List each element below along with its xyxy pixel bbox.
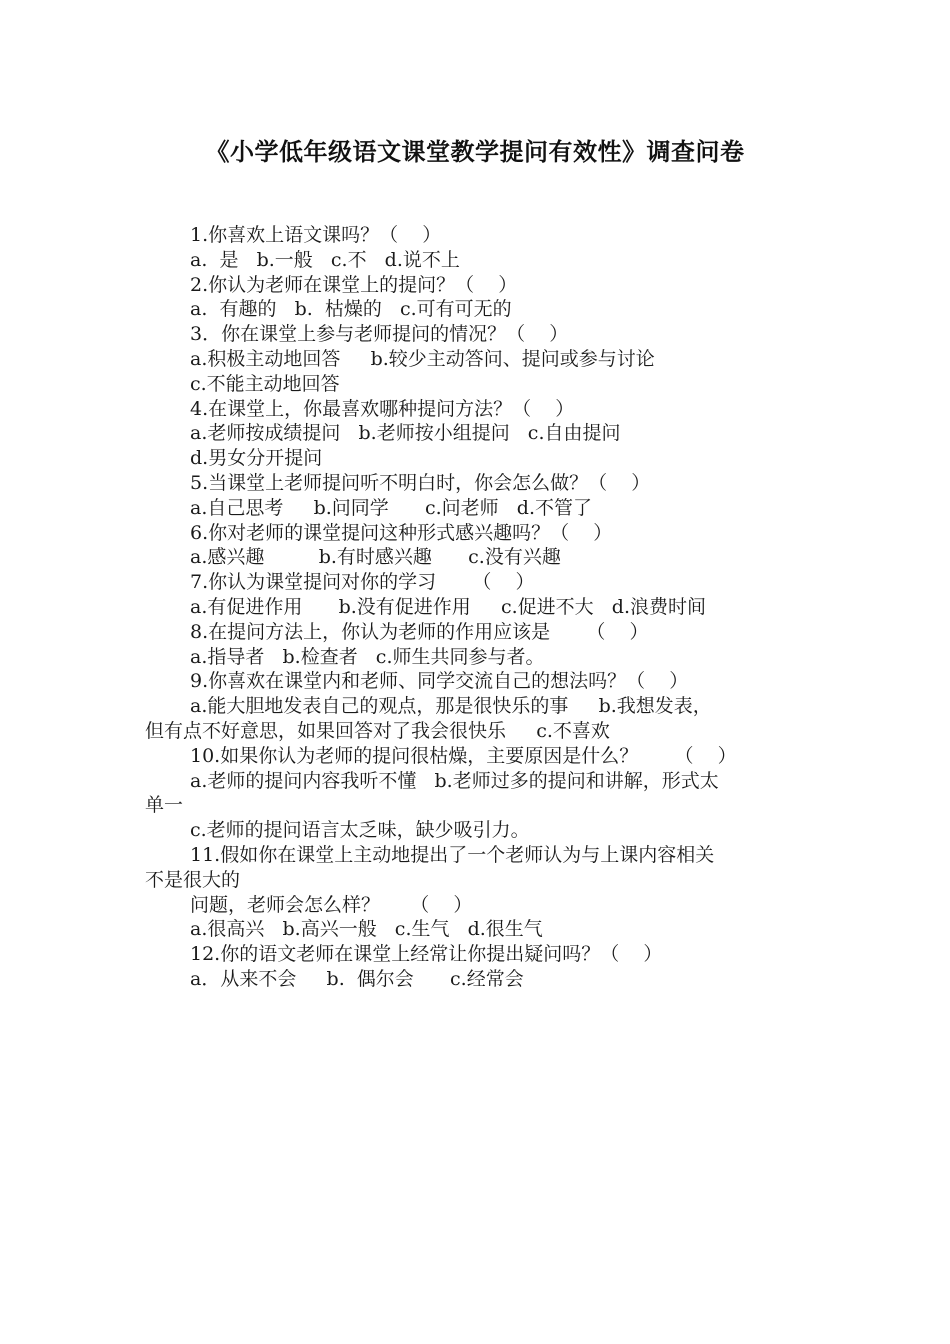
questionnaire-line: 3．你在课堂上参与老师提问的情况？（ ） xyxy=(190,323,569,346)
questionnaire-line: 但有点不好意思，如果回答对了我会很快乐 c.不喜欢 xyxy=(145,719,610,742)
questionnaire-line: 9.你喜欢在课堂内和老师、同学交流自己的想法吗？（ ） xyxy=(190,670,689,693)
questionnaire-line: c.老师的提问语言太乏味，缺少吸引力。 xyxy=(190,819,530,842)
questionnaire-line: 8.在提问方法上，你认为老师的作用应该是 （ ） xyxy=(190,620,649,643)
questionnaire-line: a.指导者 b.检查者 c.师生共同参与者。 xyxy=(190,645,545,668)
document-title: 《小学低年级语文课堂教学提问有效性》调查问卷 xyxy=(205,137,745,166)
questionnaire-line: 12.你的语文老师在课堂上经常让你提出疑问吗？（ ） xyxy=(190,943,663,966)
questionnaire-line: a. 是 b.一般 c.不 d.说不上 xyxy=(190,248,460,271)
questionnaire-line: 问题，老师会怎么样？ （ ） xyxy=(190,893,473,916)
questionnaire-line: a.老师的提问内容我听不懂 b.老师过多的提问和讲解，形式太 xyxy=(190,769,719,792)
questionnaire-line: c.不能主动地回答 xyxy=(190,372,340,395)
questionnaire-line: a.很高兴 b.高兴一般 c.生气 d.很生气 xyxy=(190,918,543,941)
questionnaire-line: a.有促进作用 b.没有促进作用 c.促进不大 d.浪费时间 xyxy=(190,595,707,618)
questionnaire-line: 6.你对老师的课堂提问这种形式感兴趣吗？（ ） xyxy=(190,521,613,544)
questionnaire-body xyxy=(145,223,815,992)
questionnaire-line: 单一 xyxy=(145,794,184,817)
questionnaire-line: a．从来不会 b. 偶尔会 c.经常会 xyxy=(190,967,524,990)
questionnaire-line: a.自己思考 b.问同学 c.问老师 d.不管了 xyxy=(190,496,593,519)
questionnaire-line: a.老师按成绩提问 b.老师按小组提问 c.自由提问 xyxy=(190,422,621,445)
questionnaire-line: 不是很大的 xyxy=(145,868,241,891)
questionnaire-line: 5.当课堂上老师提问听不明白时，你会怎么做？（ ） xyxy=(190,471,651,494)
questionnaire-line: 2.你认为老师在课堂上的提问？（ ） xyxy=(190,273,518,296)
questionnaire-line: 10.如果你认为老师的提问很枯燥，主要原因是什么？ （ ） xyxy=(190,744,737,767)
questionnaire-line: a.感兴趣 b.有时感兴趣 c.没有兴趣 xyxy=(190,546,561,569)
questionnaire-line: 4.在课堂上，你最喜欢哪种提问方法？（ ） xyxy=(190,397,575,420)
questionnaire-line: a.积极主动地回答 b.较少主动答问、提问或参与讨论 xyxy=(190,347,655,370)
questionnaire-line: d.男女分开提问 xyxy=(190,447,323,470)
questionnaire-line: 7.你认为课堂提问对你的学习 （ ） xyxy=(190,571,535,594)
questionnaire-line: a. 有趣的 b. 枯燥的 c.可有可无的 xyxy=(190,298,512,321)
questionnaire-line: 11.假如你在课堂上主动地提出了一个老师认为与上课内容相关 xyxy=(190,843,715,866)
questionnaire-line: 1.你喜欢上语文课吗？（ ） xyxy=(190,224,442,246)
questionnaire-line: a.能大胆地发表自己的观点，那是很快乐的事 b.我想发表， xyxy=(190,695,712,718)
